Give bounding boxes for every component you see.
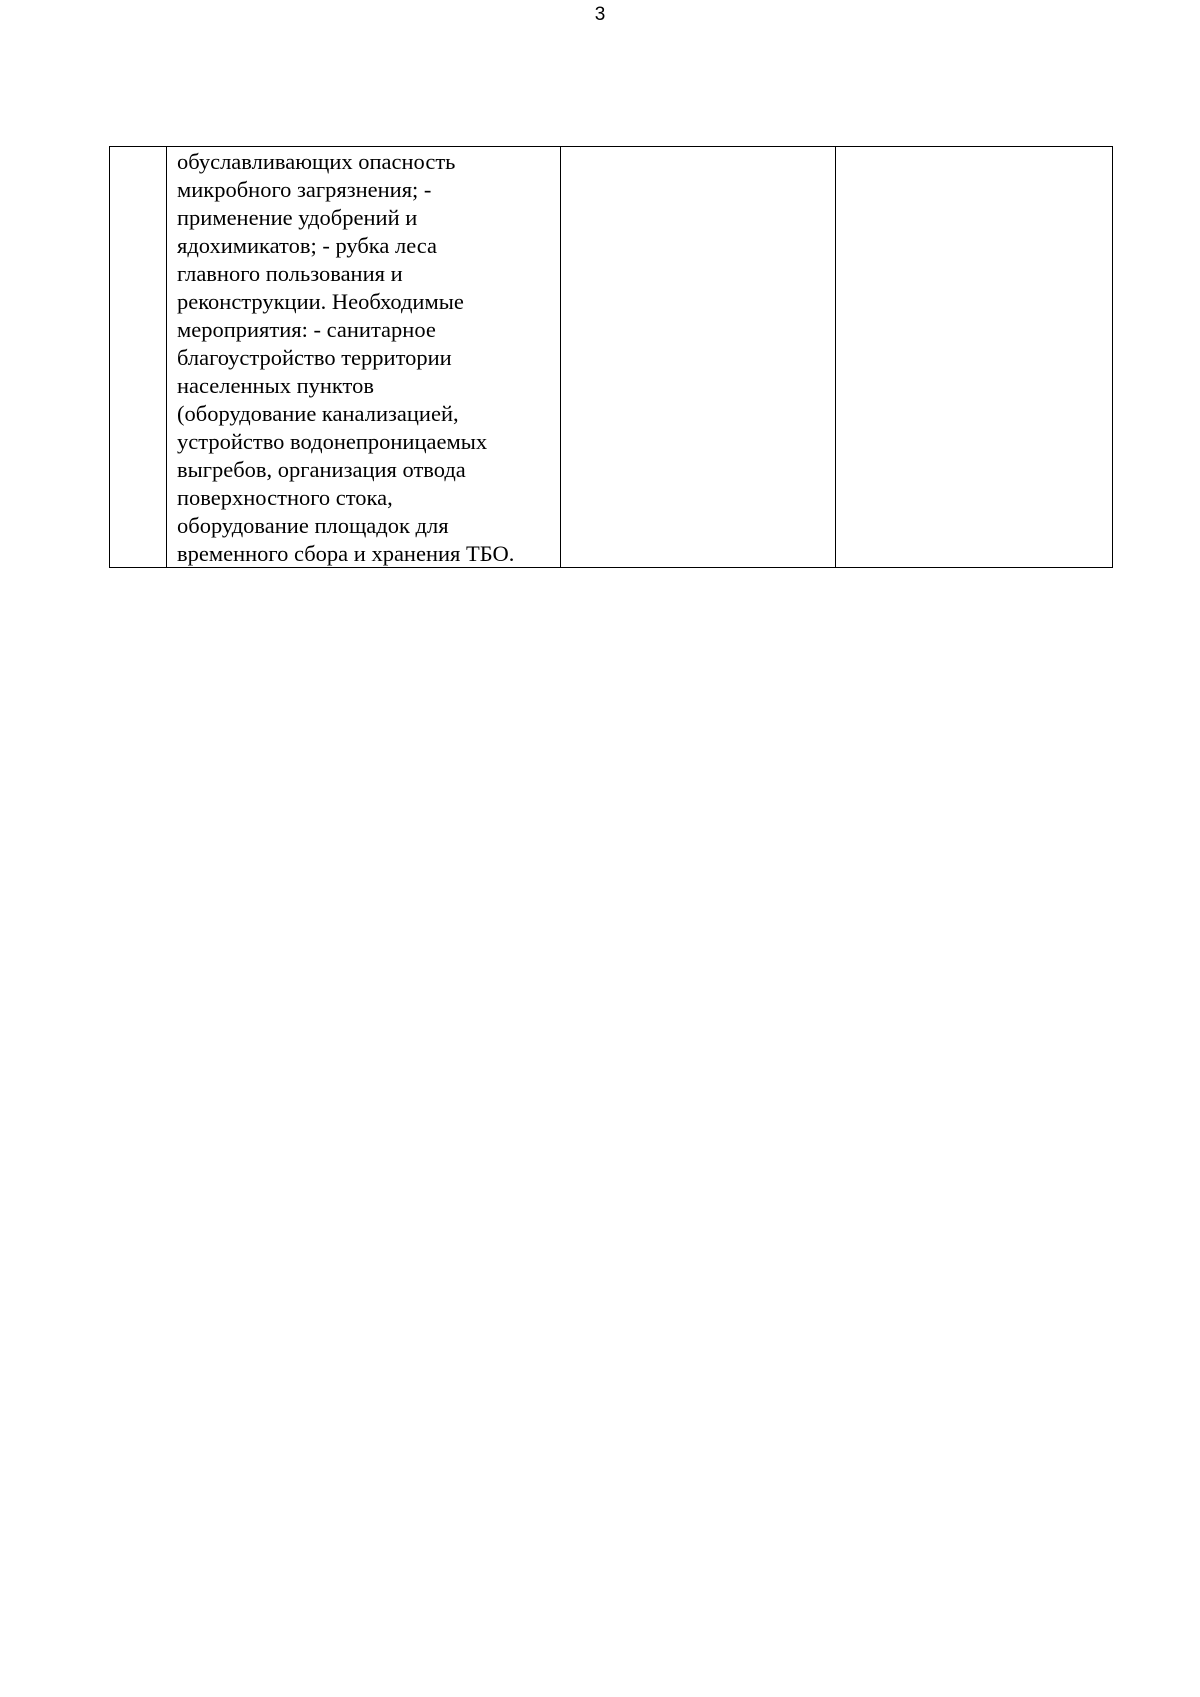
text-line: временного сбора и хранения ТБО.	[177, 541, 515, 566]
text-line: главного пользования и	[177, 261, 403, 286]
text-line: микробного загрязнения; -	[177, 177, 432, 202]
text-line: выгребов, организация отвода	[177, 457, 466, 482]
text-line: благоустройство территории	[177, 345, 452, 370]
text-line: обуславливающих опасность	[177, 149, 456, 174]
text-line: (оборудование канализацией,	[177, 401, 459, 426]
table-cell-number	[110, 147, 167, 568]
text-line: применение удобрений и	[177, 205, 418, 230]
text-line: поверхностного стока,	[177, 485, 393, 510]
table-row	[110, 147, 1113, 568]
table-cell-col3	[561, 147, 836, 568]
text-line: мероприятия: - санитарное	[177, 317, 436, 342]
text-line: реконструкции. Необходимые	[177, 289, 464, 314]
document-table	[109, 146, 1113, 568]
page-number: 3	[594, 4, 606, 25]
table-cell-col4	[836, 147, 1113, 568]
description-text	[167, 147, 560, 567]
text-line: устройство водонепроницаемых	[177, 429, 488, 454]
text-line: оборудование площадок для	[177, 513, 449, 538]
text-line: ядохимикатов; - рубка леса	[177, 233, 438, 258]
text-line: населенных пунктов	[177, 373, 374, 398]
table-cell-description	[167, 147, 561, 568]
